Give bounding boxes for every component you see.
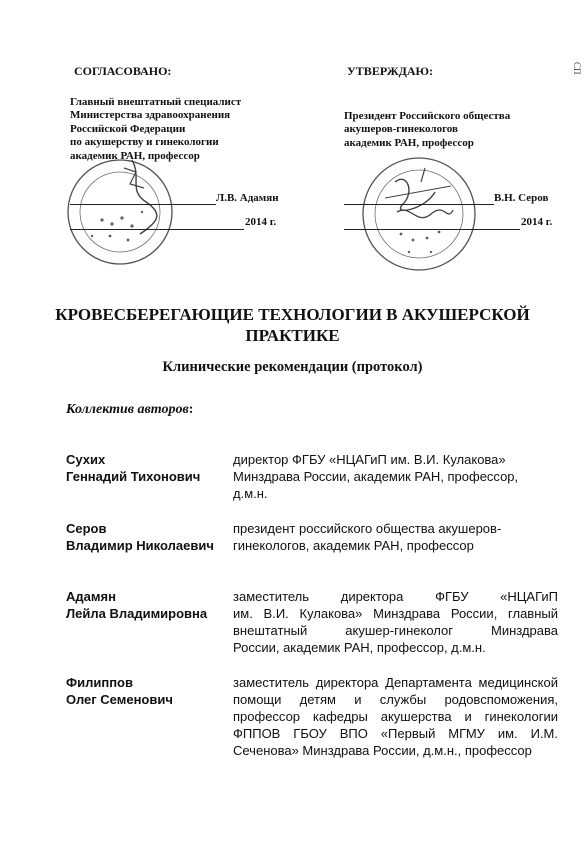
author-desc-line: заместитель директора Департамента медицинской: [233, 675, 558, 690]
edge-mark: СП: [572, 62, 582, 75]
author-surname: Сухих: [66, 452, 106, 467]
document-subtitle: Клинические рекомендации (протокол): [162, 359, 423, 375]
author-name-1: [66, 451, 200, 485]
left-date-line: [70, 229, 244, 230]
author-desc-line: д.м.н.: [233, 486, 268, 501]
left-header-line: академик РАН, профессор: [70, 149, 200, 162]
right-signature-line: [344, 204, 494, 205]
approve-heading: УТВЕРЖДАЮ:: [347, 64, 434, 78]
author-name-3: [66, 588, 207, 622]
author-desc-line: президент российского общества акушеров-: [233, 521, 502, 536]
author-desc-1: [233, 451, 558, 502]
right-date-line: [344, 229, 520, 230]
author-desc-line: ФППОВ ГБОУ ВПО «Первый МГМУ им. И.М.: [233, 726, 558, 741]
right-header-lines: [344, 110, 510, 150]
right-header-line: академик РАН, профессор: [344, 136, 474, 149]
author-desc-line: России, академик РАН, профессор, д.м.н.: [233, 640, 486, 655]
author-desc-2: [233, 520, 558, 554]
authors-heading-colon: :: [188, 402, 194, 417]
author-desc-line: гинекологов, академик РАН, профессор: [233, 538, 474, 553]
author-desc-line: Минздрава России, академик РАН, профессор,: [233, 469, 519, 484]
right-seal-stamp: [355, 152, 481, 276]
author-desc-line: помощи детям и службы родовспоможения,: [233, 692, 558, 707]
left-seal-stamp: [62, 150, 182, 268]
author-given-names: Владимир Николаевич: [66, 538, 214, 553]
author-given-names: Лейла Владимировна: [66, 606, 208, 621]
authors-heading-text: Коллектив авторов: [66, 402, 189, 417]
left-header-line: Главный внештатный специалист: [70, 96, 242, 108]
approval-heading: СОГЛАСОВАНО:: [74, 64, 172, 78]
author-surname: Филиппов: [66, 675, 133, 690]
left-header-line: Министерства здравоохранения: [70, 109, 231, 122]
author-name-2: [66, 520, 214, 554]
right-signatory: В.Н. Серов: [494, 192, 549, 204]
author-desc-line: директор ФГБУ «НЦАГиП им. В.И. Кулакова»: [233, 452, 506, 467]
right-header-line: Президент Российского общества: [344, 110, 511, 122]
right-year: 2014 г.: [521, 216, 553, 228]
right-header-line: акушеров-гинекологов: [344, 123, 458, 136]
author-name-4: [66, 674, 173, 708]
title-line: КРОВЕСБЕРЕГАЮЩИЕ ТЕХНОЛОГИИ В АКУШЕРСКОЙ: [55, 305, 530, 324]
left-year: 2014 г.: [245, 216, 277, 228]
author-given-names: Олег Семенович: [66, 692, 173, 707]
left-header-line: по акушерству и гинекологии: [70, 136, 219, 149]
left-header-line: Российской Федерации: [70, 122, 186, 135]
author-desc-4: [233, 674, 558, 759]
left-signature-line: [70, 204, 216, 205]
author-desc-3: [233, 588, 558, 656]
author-desc-line: им. В.И. Кулакова» Минздрава России, главный: [233, 606, 558, 621]
left-signatory: Л.В. Адамян: [216, 192, 279, 204]
author-surname: Адамян: [66, 589, 116, 604]
author-given-names: Геннадий Тихонович: [66, 469, 201, 484]
authors-heading: [66, 402, 193, 418]
author-desc-line: профессор кафедры акушерства и гинекологии: [233, 709, 558, 724]
document-title: [0, 304, 585, 346]
author-surname: Серов: [66, 521, 107, 536]
title-line: ПРАКТИКЕ: [245, 326, 340, 345]
author-desc-line: Сеченова» Минздрава России, д.м.н., профессор: [233, 743, 532, 758]
author-desc-line: заместитель директора ФГБУ «НЦАГиП: [233, 589, 558, 604]
author-desc-line: внештатный акушер-гинеколог Минздрава: [233, 623, 558, 638]
